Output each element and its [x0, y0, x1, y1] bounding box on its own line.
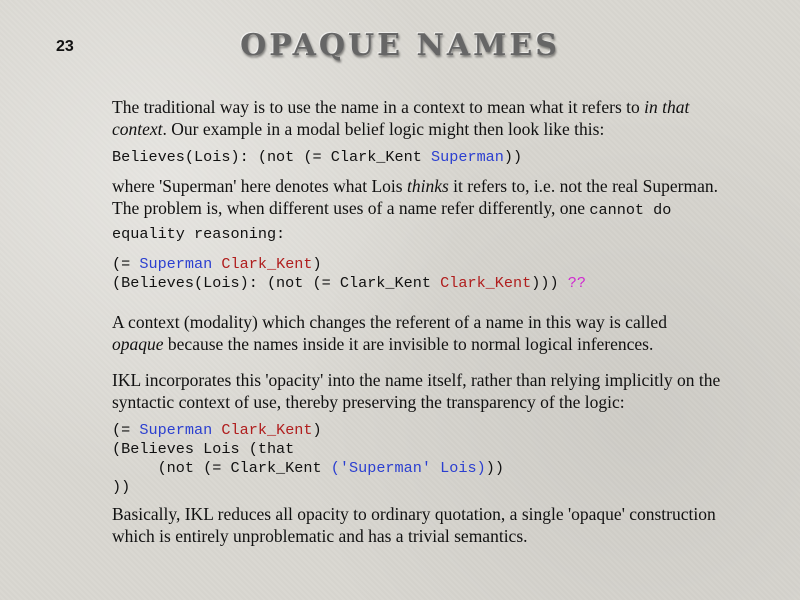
code-line: (not (= Clark_Kent ('Superman' Lois))): [112, 459, 504, 477]
slide-body: [112, 96, 722, 547]
code-line: )): [112, 478, 131, 496]
paragraph-ikl-opacity: IKL incorporates this 'opacity' into the name itself, rather than relying implicitly on the syntactic context of use, thereby preserving the transparency of the logic:: [112, 370, 721, 412]
code-line: (= Superman Clark_Kent): [112, 255, 322, 273]
code-line: (Believes(Lois): (not (= Clark_Kent Clark_Kent))) ??: [112, 274, 586, 292]
paragraph-intro: The traditional way is to use the name in a context to mean what it refers to in that context. Our example in a modal belief logic might then look like this:: [112, 97, 690, 139]
slide-title: OPAQUE NAMES: [240, 28, 560, 63]
paragraph-superman-explanation: where 'Superman' here denotes what Lois thinks it refers to, i.e. not the real Superman. The problem is, when different uses of a name refer differently, one cannot do equality reasoning:: [112, 176, 718, 243]
code-believes-example: Believes(Lois): (not (= Clark_Kent Superman)): [112, 148, 523, 166]
code-ikl-example: [112, 421, 722, 497]
paragraph-opaque-definition: A context (modality) which changes the referent of a name in this way is called opaque because the names inside it are invisible to normal logical inferences.: [112, 312, 667, 354]
code-line: (Believes Lois (that: [112, 440, 295, 458]
code-line: (= Superman Clark_Kent): [112, 421, 322, 439]
slide-number: 23: [56, 38, 74, 55]
code-equality-example: [112, 255, 722, 293]
paragraph-conclusion: Basically, IKL reduces all opacity to ordinary quotation, a single 'opaque' construction which is entirely unproblematic and has a trivial semantics.: [112, 504, 716, 546]
